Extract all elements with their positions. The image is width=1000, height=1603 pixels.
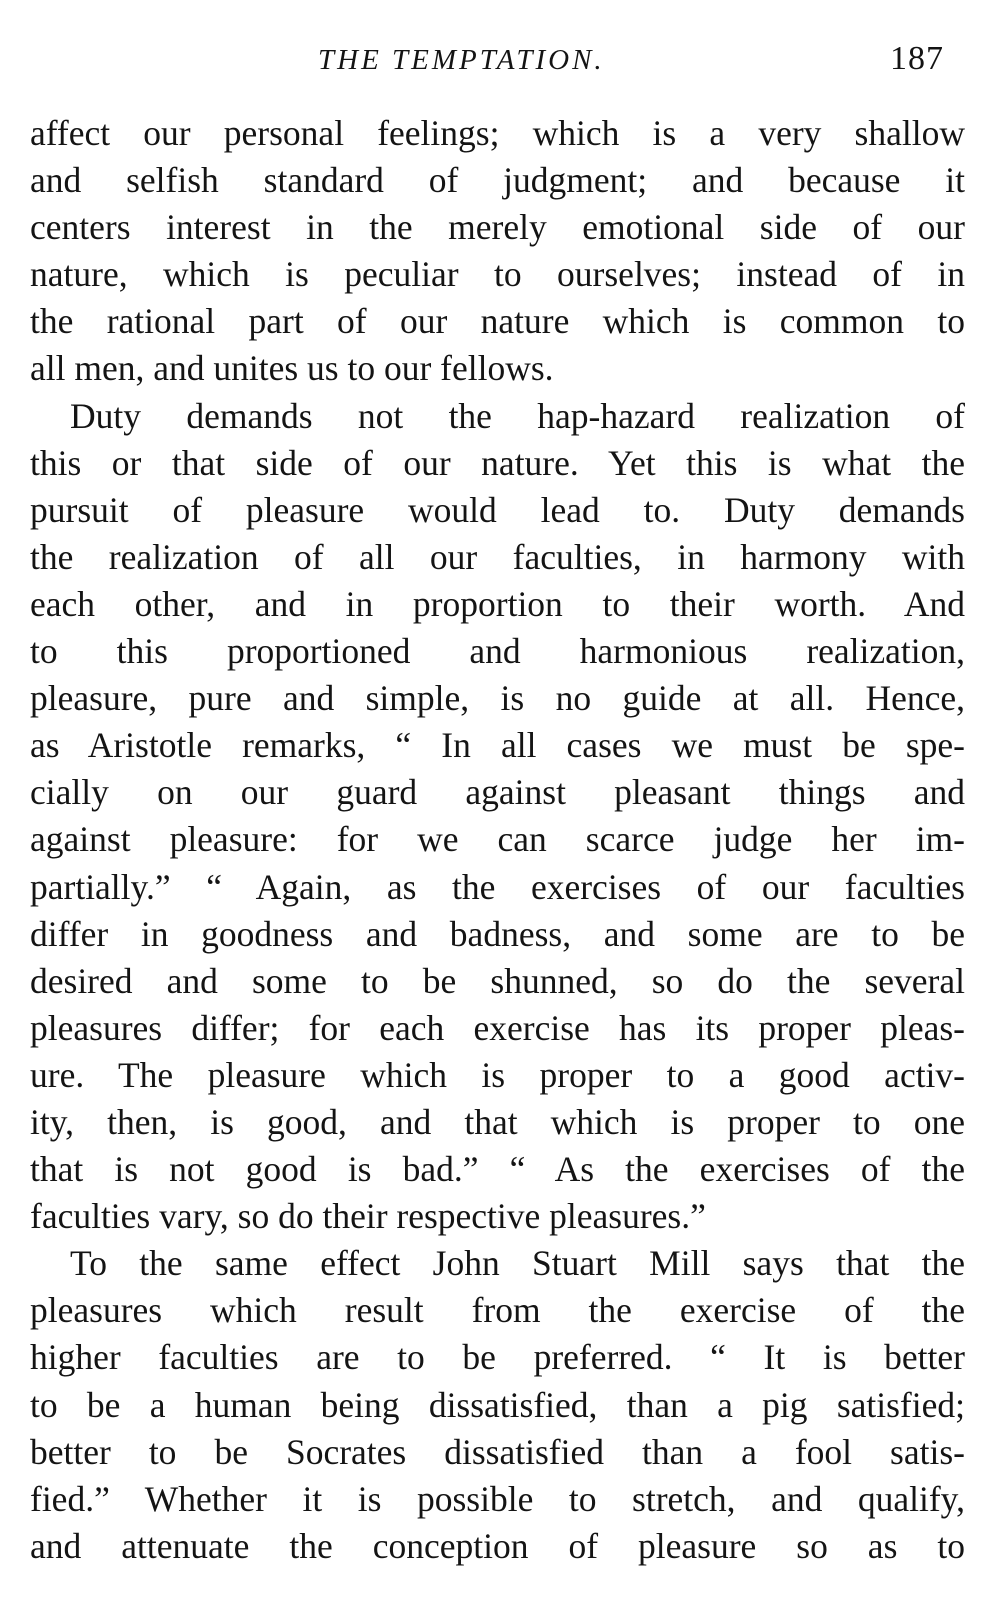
text-line: faculties vary, so do their respective pleasures.”	[30, 1196, 706, 1237]
text-line: and selfish standard of judgment; and because it	[30, 160, 965, 201]
text-line: nature, which is peculiar to ourselves; instead of in	[30, 254, 965, 295]
text-line: pleasure, pure and simple, is no guide at all. Hence,	[30, 678, 965, 719]
text-line: ity, then, is good, and that which is proper to one	[30, 1101, 965, 1142]
text-line: that is not good is bad.” “ As the exercises of the	[30, 1149, 965, 1190]
text-line: to be a human being dissatisfied, than a pig satisfied;	[30, 1384, 965, 1425]
text-line: desired and some to be shunned, so do the several	[30, 960, 965, 1001]
text-line: and attenuate the conception of pleasure so as to	[30, 1525, 965, 1566]
text-line: affect our personal feelings; which is a very shallow	[30, 113, 965, 153]
text-line: To the same effect John Stuart Mill says that the	[70, 1243, 965, 1284]
text-line: ure. The pleasure which is proper to a good activ-	[30, 1054, 965, 1095]
text-line: the realization of all our faculties, in harmony with	[30, 536, 965, 577]
text-line: pleasures which result from the exercise of the	[30, 1290, 965, 1331]
text-line: pursuit of pleasure would lead to. Duty demands	[30, 489, 965, 530]
running-head	[0, 40, 1000, 84]
text-line: as Aristotle remarks, “ In all cases we must be spe-	[30, 725, 965, 766]
text-line: better to be Socrates dissatisfied than a fool satis-	[30, 1431, 965, 1472]
text-line: against pleasure: for we can scarce judge her im-	[30, 819, 965, 860]
text-line: Duty demands not the hap-hazard realization of	[70, 395, 965, 436]
text-line: each other, and in proportion to their worth. And	[30, 583, 965, 624]
text-line: the rational part of our nature which is common to	[30, 301, 965, 342]
running-title: THE TEMPTATION.	[318, 44, 605, 76]
body-text	[30, 110, 965, 1570]
text-line: partially.” “ Again, as the exercises of our faculties	[30, 866, 965, 907]
text-line: to this proportioned and harmonious realization,	[30, 631, 965, 672]
text-line: differ in goodness and badness, and some are to be	[30, 913, 965, 954]
text-line: fied.” Whether it is possible to stretch, and qualify,	[30, 1478, 965, 1519]
text-line: this or that side of our nature. Yet this is what the	[30, 442, 965, 483]
page-number: 187	[890, 40, 944, 77]
text-line: centers interest in the merely emotional side of our	[30, 207, 965, 248]
text-line: all men, and unites us to our fellows.	[30, 348, 554, 389]
text-line: higher faculties are to be preferred. “ It is better	[30, 1337, 965, 1378]
text-line: pleasures differ; for each exercise has its proper pleas-	[30, 1007, 965, 1048]
text-line: cially on our guard against pleasant things and	[30, 772, 965, 813]
